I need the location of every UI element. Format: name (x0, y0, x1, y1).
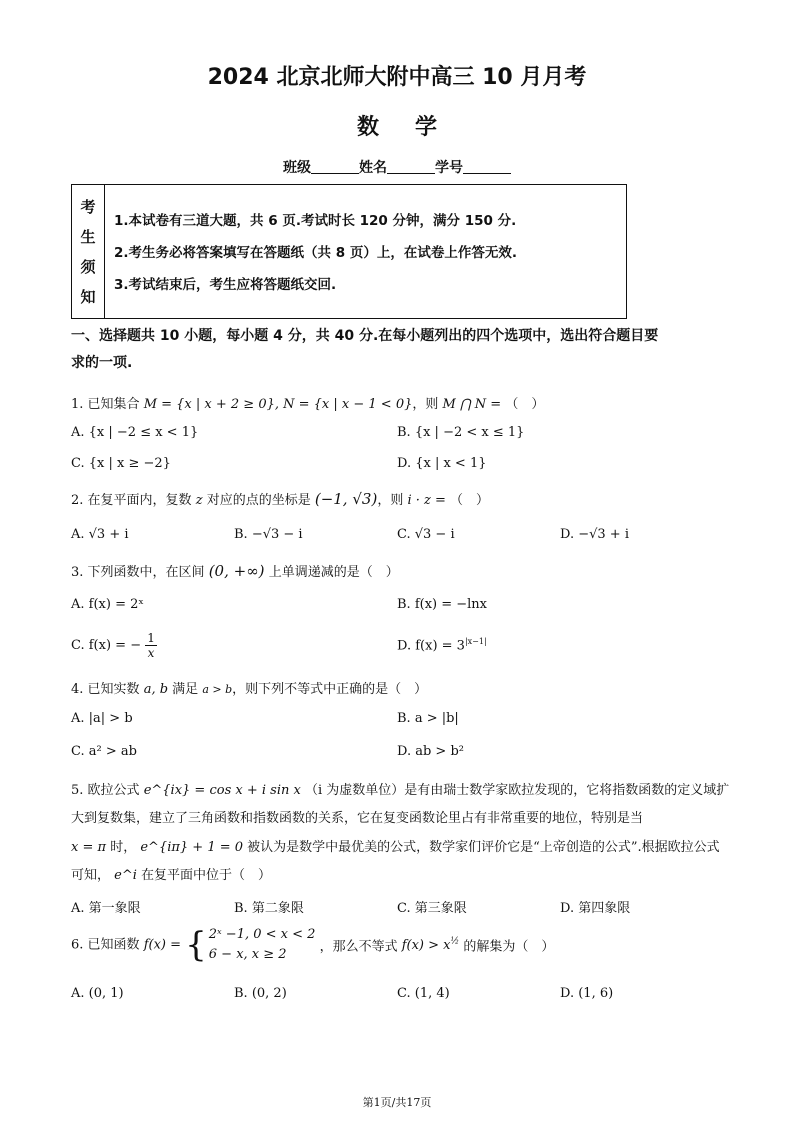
q6-inequality (402, 938, 460, 953)
q5-x-pi: x = π (71, 840, 107, 855)
q6-brace: { (185, 925, 207, 965)
q6-function-name: f(x) = (143, 937, 181, 953)
q3-stem-text: 3. 下列函数中，在区间 (71, 565, 205, 580)
q6-piecewise (209, 925, 316, 965)
question-2-stem (71, 489, 489, 508)
q5-text3: 时， (110, 840, 137, 855)
q5-option-b[interactable]: B. 第二象限 (234, 901, 304, 916)
q5-text2: （i 为虚数单位）是有由瑞士数学家欧拉发现的，它将指数函数的定义域扩 (304, 783, 730, 798)
q6-stem-post: 的解集为（ ） (463, 939, 555, 955)
q2-stem-mid: 对应的点的坐标是 (206, 493, 311, 508)
q4-option-d[interactable]: D. ab > b² (397, 744, 464, 759)
page-footer: 第1页/共17页 (362, 1096, 432, 1109)
q6-inequality-base: f(x) > x (401, 938, 451, 954)
q6-case-2: 6 − x, x ≥ 2 (208, 947, 287, 962)
q1-stem-text2: ，则 (412, 397, 439, 412)
q4-stem-text: 4. 已知实数 (71, 682, 140, 697)
q2-option-a[interactable]: A. √3 + i (71, 527, 129, 542)
q4-option-a[interactable]: A. |a| > b (71, 711, 133, 726)
class-blank[interactable] (311, 159, 359, 174)
question-5-line-3 (71, 836, 720, 855)
notice-item: 2.考生务必将答案填写在答题纸（共 8 页）上，在试卷上作答无效. (114, 245, 517, 261)
q4-stem-post: ，则下列不等式中正确的是（ ） (232, 682, 428, 697)
question-3-stem (71, 561, 399, 580)
notice-heading-char: 生 (80, 227, 96, 246)
q5-option-c[interactable]: C. 第三象限 (397, 901, 467, 916)
q2-stem-end: （ ） (450, 493, 490, 508)
notice-item: 3.考试结束后，考生应将答题纸交回. (114, 277, 337, 293)
q3-option-c[interactable] (71, 631, 157, 660)
q6-option-d[interactable]: D. (1, 6) (560, 986, 614, 1001)
q3-option-d-exponent: |x−1| (464, 637, 487, 646)
notice-box (71, 184, 627, 319)
q6-option-c[interactable]: C. (1, 4) (397, 986, 450, 1001)
q1-stem-math2: M ⋂ N = (442, 397, 502, 412)
q2-stem-math2: i · z = (407, 493, 446, 508)
q3-option-a[interactable]: A. f(x) = 2ˣ (71, 597, 144, 612)
q6-option-a[interactable]: A. (0, 1) (71, 986, 124, 1001)
notice-heading-char: 须 (80, 258, 96, 277)
q4-stem-var: a, b (143, 682, 169, 697)
notice-heading-char: 考 (80, 197, 96, 216)
q1-option-d[interactable]: D. {x | x < 1} (397, 456, 487, 471)
fraction-numerator: 1 (147, 631, 155, 645)
q2-option-b[interactable]: B. −√3 − i (234, 527, 303, 542)
q3-option-d-text: D. f(x) = 3 (397, 638, 465, 654)
q3-option-b[interactable]: B. f(x) = −lnx (397, 597, 488, 612)
q2-option-d[interactable]: D. −√3 + i (560, 527, 629, 542)
q5-text: 5. 欧拉公式 (71, 783, 140, 798)
q1-stem-text: 1. 已知集合 (71, 397, 140, 412)
exam-title: 2024 北京北师大附中高三 10 月月考 (207, 65, 587, 90)
q5-text4: 被认为是数学中最优美的公式，数学家们评价它是“上帝创造的公式”.根据欧拉公式 (247, 840, 720, 855)
q1-option-c[interactable]: C. {x | x ≥ −2} (71, 456, 171, 471)
q3-stem-post: 上单调递减的是（ ） (268, 565, 399, 580)
q3-option-d[interactable] (397, 637, 487, 653)
q5-text5: 可知， (71, 868, 111, 883)
q1-option-a[interactable]: A. {x | −2 ≤ x < 1} (71, 425, 199, 440)
q2-stem-text: 2. 在复平面内，复数 (71, 493, 192, 508)
q4-option-c[interactable]: C. a² > ab (71, 744, 137, 759)
q1-stem-math: M = {x | x + 2 ≥ 0}, N = {x | x − 1 < 0} (143, 397, 413, 412)
q2-option-c[interactable]: C. √3 − i (397, 527, 455, 542)
name-blank[interactable] (387, 159, 435, 174)
q3-option-c-text: C. f(x) = − (71, 638, 142, 653)
question-4-stem (71, 678, 427, 697)
q5-euler-formula: e^{ix} = cos x + i sin x (143, 783, 301, 798)
q4-stem-math: a > b (202, 683, 233, 696)
fraction-denominator: x (147, 646, 155, 660)
q5-option-a[interactable]: A. 第一象限 (71, 901, 141, 916)
q6-inequality-exponent: ½ (450, 936, 460, 947)
notice-heading (72, 185, 105, 318)
id-label: 学号 (435, 160, 463, 176)
class-label: 班级 (283, 160, 311, 176)
name-label: 姓名 (359, 160, 387, 176)
question-5-line-1 (71, 779, 729, 798)
question-5-line-4 (71, 864, 271, 883)
q2-stem-post: ，则 (377, 493, 404, 508)
question-6-stem (71, 925, 554, 965)
q6-stem-text: 6. 已知函数 (71, 937, 140, 953)
question-5-line-2: 大到复数集，建立了三角函数和指数函数的关系，它在复变函数论里占有非常重要的地位，特别是当 (71, 811, 644, 826)
q1-option-b[interactable]: B. {x | −2 < x ≤ 1} (397, 425, 525, 440)
section-heading: 一、选择题共 10 小题，每小题 4 分，共 40 分.在每小题列出的四个选项中，选出符合题目要 (71, 328, 659, 344)
id-blank[interactable] (463, 159, 511, 174)
q4-stem-mid: 满足 (172, 682, 199, 697)
q5-option-d[interactable]: D. 第四象限 (560, 901, 631, 916)
section-heading-cont: 求的一项. (71, 355, 133, 371)
subject-title: 数学 (356, 115, 473, 140)
q5-euler-identity: e^{iπ} + 1 = 0 (140, 840, 244, 855)
notice-heading-char: 知 (80, 288, 96, 307)
question-1-stem (71, 393, 544, 412)
q5-text6: 在复平面中位于（ ） (141, 868, 272, 883)
q6-option-b[interactable]: B. (0, 2) (234, 986, 287, 1001)
q4-option-b[interactable]: B. a > |b| (397, 711, 459, 726)
q6-stem-mid: ，那么不等式 (319, 939, 398, 955)
q1-stem-end: （ ） (505, 397, 545, 412)
q3-option-c-fraction (145, 631, 157, 660)
q2-stem-var: z (195, 493, 203, 508)
student-info-line (0, 157, 794, 177)
notice-item: 1.本试卷有三道大题，共 6 页.考试时长 120 分钟，满分 150 分. (114, 213, 517, 229)
q3-stem-math: (0, +∞) (208, 562, 265, 580)
q2-stem-math: (−1, √3) (314, 490, 378, 508)
q6-case-1: 2ˣ −1, 0 < x < 2 (208, 927, 316, 942)
q5-e-i: e^i (114, 868, 137, 883)
